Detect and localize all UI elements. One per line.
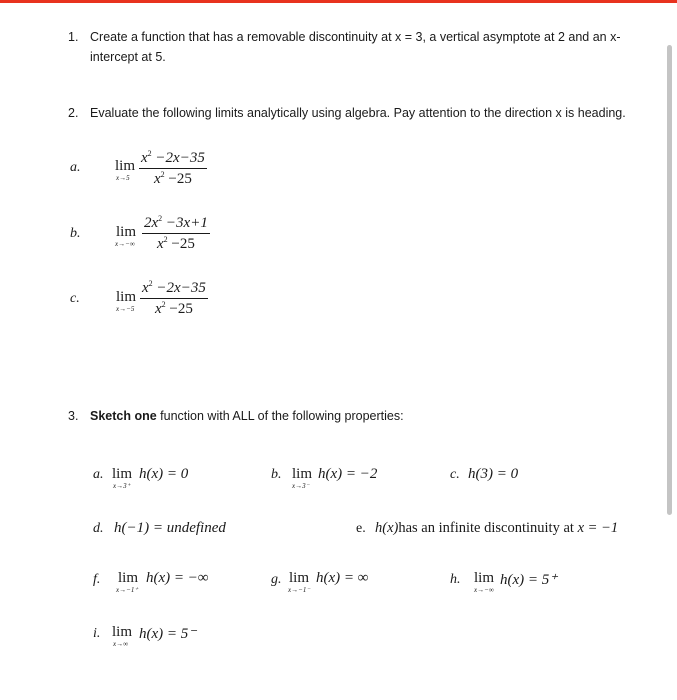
q3g-lim: lim	[289, 570, 310, 586]
q3b-lim-subscript: x→3⁻	[292, 482, 310, 490]
q2c-num-rest: −2x−35	[152, 280, 206, 296]
top-accent-bar	[0, 0, 677, 3]
q3a-label: a.	[93, 467, 104, 482]
q3e-expr-value: x = −1	[577, 520, 619, 536]
q3g-label: g.	[271, 572, 282, 587]
q3h-lim: lim	[474, 570, 495, 586]
q3f-lim: lim	[118, 570, 139, 586]
q1-text-line1: Create a function that has a removable discontinuity at x = 3, a vertical asymptote at 2 and an x-	[90, 30, 621, 44]
q3a-expression: h(x) = 0	[139, 466, 189, 482]
q3b-lim: lim	[292, 466, 313, 482]
q2c-lim-subscript: x→−5	[116, 305, 135, 313]
q2a-num-var: x	[141, 150, 148, 166]
q2-number: 2.	[68, 106, 79, 120]
q3d-expr-main: h(−1) =	[114, 520, 167, 536]
q2a-den-var: x	[153, 171, 161, 187]
q3f-lim-subscript: x→−1⁺	[116, 586, 139, 594]
q3i-lim-subscript: x→∞	[113, 640, 129, 648]
q2b-den-var: x	[156, 236, 164, 252]
q2c-label: c.	[70, 291, 80, 306]
q2a-fraction: $x^2 -2x-35$ $x^2 -25$	[141, 149, 205, 187]
q1-text-line2: intercept at 5.	[90, 50, 166, 64]
q3i-label: i.	[93, 626, 101, 641]
q3-number: 3.	[68, 409, 79, 423]
q3i-lim: lim	[112, 624, 133, 640]
q3e-expression	[375, 520, 618, 537]
q2c-fraction: $x^2 -2x-35$ $x^2 -25$	[142, 279, 206, 317]
q3h-label: h.	[450, 572, 461, 587]
q3e-expr-text: has an infinite discontinuity at	[398, 520, 574, 536]
q2a-label: a.	[70, 160, 81, 175]
q3d-label: d.	[93, 521, 104, 536]
q3-bold-text: Sketch one	[90, 409, 157, 423]
q3-text-rest: function with ALL of the following properties:	[156, 409, 404, 423]
q3a-lim-subscript: x→3⁺	[113, 482, 131, 490]
q2b-label: b.	[70, 226, 81, 241]
q2b-lim-subscript: x→−∞	[115, 240, 135, 248]
vertical-scrollbar[interactable]	[667, 45, 672, 515]
q2a-num-rest: −2x−35	[151, 150, 205, 166]
q3e-label: e.	[356, 521, 366, 536]
q1-number: 1.	[68, 30, 79, 44]
q3-text	[90, 409, 404, 423]
q3i-expression: h(x) = 5⁻	[139, 626, 197, 642]
q3b-label: b.	[271, 467, 282, 482]
q3g-expression: h(x) = ∞	[316, 570, 369, 586]
q2a-den-rest: −25	[164, 171, 192, 187]
q3c-label: c.	[450, 467, 460, 482]
q3d-expr-undefined: undefined	[166, 520, 226, 536]
q3h-lim-subscript: x→−∞	[474, 586, 494, 594]
q3e-expr-func: h(x)	[375, 520, 399, 536]
q2b-den-rest: −25	[167, 236, 195, 252]
q2c-num-var: x	[142, 280, 149, 296]
q2b-num-var: 2x	[144, 215, 159, 231]
q3h-expression: h(x) = 5⁺	[500, 572, 558, 588]
q3d-expression	[114, 520, 226, 537]
q2c-lim: lim	[116, 289, 137, 305]
q3a-lim: lim	[112, 466, 133, 482]
q3c-expression: h(3) = 0	[468, 466, 519, 482]
q2c-den-var: x	[154, 301, 162, 317]
q3b-expression: h(x) = −2	[318, 466, 378, 482]
q3f-label: f.	[93, 572, 101, 587]
q2a-lim: lim	[115, 158, 136, 174]
q2b-lim: lim	[116, 224, 137, 240]
q2-text: Evaluate the following limits analytically using algebra. Pay attention to the direction x is heading.	[90, 106, 626, 120]
q2b-num-rest: −3x+1	[162, 215, 208, 231]
q3g-lim-subscript: x→−1⁻	[288, 586, 311, 594]
q2a-lim-subscript: x→5	[116, 174, 130, 182]
q2c-den-rest: −25	[165, 301, 193, 317]
q3f-expression: h(x) = −∞	[146, 570, 209, 586]
q2b-fraction: $2x^2 -3x+1$ $x^2 -25$	[144, 214, 208, 252]
